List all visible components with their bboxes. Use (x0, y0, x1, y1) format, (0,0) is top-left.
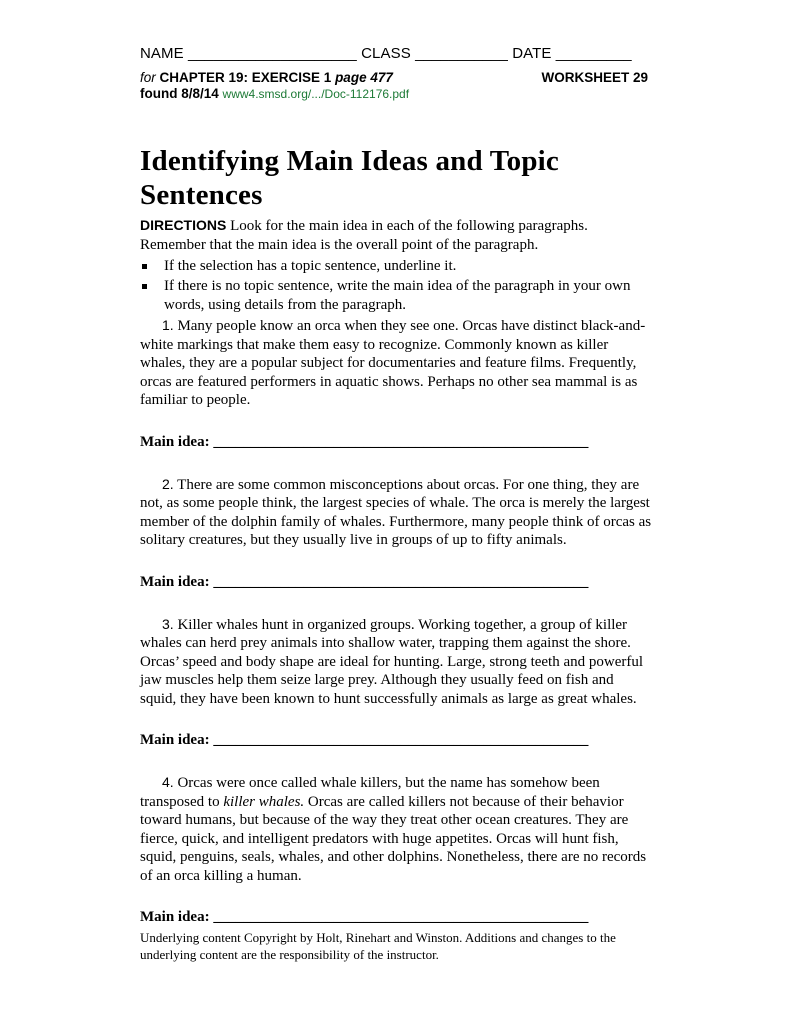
paragraph-number: 3. (162, 615, 174, 632)
worksheet-title: Identifying Main Ideas and Topic Sentences (140, 145, 559, 211)
page-reference: page 477 (335, 70, 393, 85)
paragraph-1 (140, 316, 652, 410)
paragraph-text: Killer whales hunt in organized groups. Working together, a group of killer whales can herd prey animals into shallow water, trapping them against the shore. Orcas’ speed and body shape are ideal for hunting. Large, strong teeth and powerful jaw muscles help them seize large prey. Although they usually feed on fish and squid, they have been known to hunt successfully animals as large as great whales. (140, 616, 644, 707)
directions (140, 216, 652, 255)
chapter-label: CHAPTER 19: EXERCISE 1 (159, 70, 336, 85)
paragraph-number: 1. (162, 317, 174, 333)
copyright-notice: Underlying content Copyright by Holt, Rinehart and Winston. Additions and changes to the underlying content are the responsibility of the instructor. (140, 930, 616, 962)
bullet-text: If there is no topic sentence, write the main idea of the paragraph in your own words, using details from the paragraph. (164, 278, 631, 313)
main-idea-line-4[interactable]: Main idea: __________________________________________________ (140, 909, 589, 925)
paragraph-4 (140, 773, 652, 885)
bullet-text: If the selection has a topic sentence, underline it. (164, 258, 457, 274)
bullet-item (140, 277, 652, 315)
directions-bullets (140, 257, 652, 315)
source-line (140, 86, 652, 102)
worksheet-page (140, 44, 652, 963)
paragraph-number: 4. (162, 774, 174, 790)
paragraph-2 (140, 475, 652, 550)
source-url: www4.smsd.org/.../Doc-112176.pdf (222, 87, 410, 101)
paragraph-text: Many people know an orca when they see one. Orcas have distinct black-and-white markings that make them easy to recognize. Commonly known as killer whales, they are a popular subject for documentaries and feature films. Frequently, orcas are featured performers in aquatic shows. Perhaps no other sea mammal is as familiar to people. (140, 318, 646, 408)
directions-text: Look for the main idea in each of the following paragraphs. Remember that the main idea is the overall point of the paragraph. (140, 218, 588, 253)
found-date: found 8/8/14 (140, 86, 223, 101)
square-bullet-icon (142, 284, 147, 289)
paragraph-text: There are some common misconceptions about orcas. For one thing, they are not, as some people think, the largest species of whale. The orca is merely the largest member of the dolphin family of whales. Furthermore, many people think of orcas as solitary creatures, but they usually live in groups of up to fifty animals. (140, 476, 652, 548)
main-idea-line-1[interactable]: Main idea: __________________________________________________ (140, 433, 589, 450)
paragraph-3 (140, 615, 652, 709)
italic-term: killer whales. (223, 793, 305, 810)
bullet-item (140, 257, 652, 276)
directions-label: DIRECTIONS (140, 217, 227, 233)
worksheet-number: WORKSHEET 29 (541, 70, 648, 85)
square-bullet-icon (142, 264, 147, 269)
main-idea-line-3[interactable]: Main idea: __________________________________________________ (140, 732, 589, 748)
chapter-reference (140, 70, 652, 86)
paragraph-number: 2. (162, 475, 174, 492)
name-class-date-line: NAME ____________________ CLASS ___________ DATE _________ (140, 45, 632, 62)
paragraph-text-start: Orcas were once called whale killers, but the name has somehow been transposed to (140, 775, 600, 810)
for-prefix: for (140, 70, 160, 85)
main-idea-line-2[interactable]: Main idea: __________________________________________________ (140, 573, 589, 590)
paragraph-text-end: Orcas are called killers not because of their behavior toward humans, but because of the way they treat other ocean creatures. They are fierce, quick, and intelligent predators with huge appetites. Orcas will hunt fish, squid, penguins, seals, whales, and other dolphins. Nonetheless, there are no records of an orca killing a human. (140, 793, 647, 884)
